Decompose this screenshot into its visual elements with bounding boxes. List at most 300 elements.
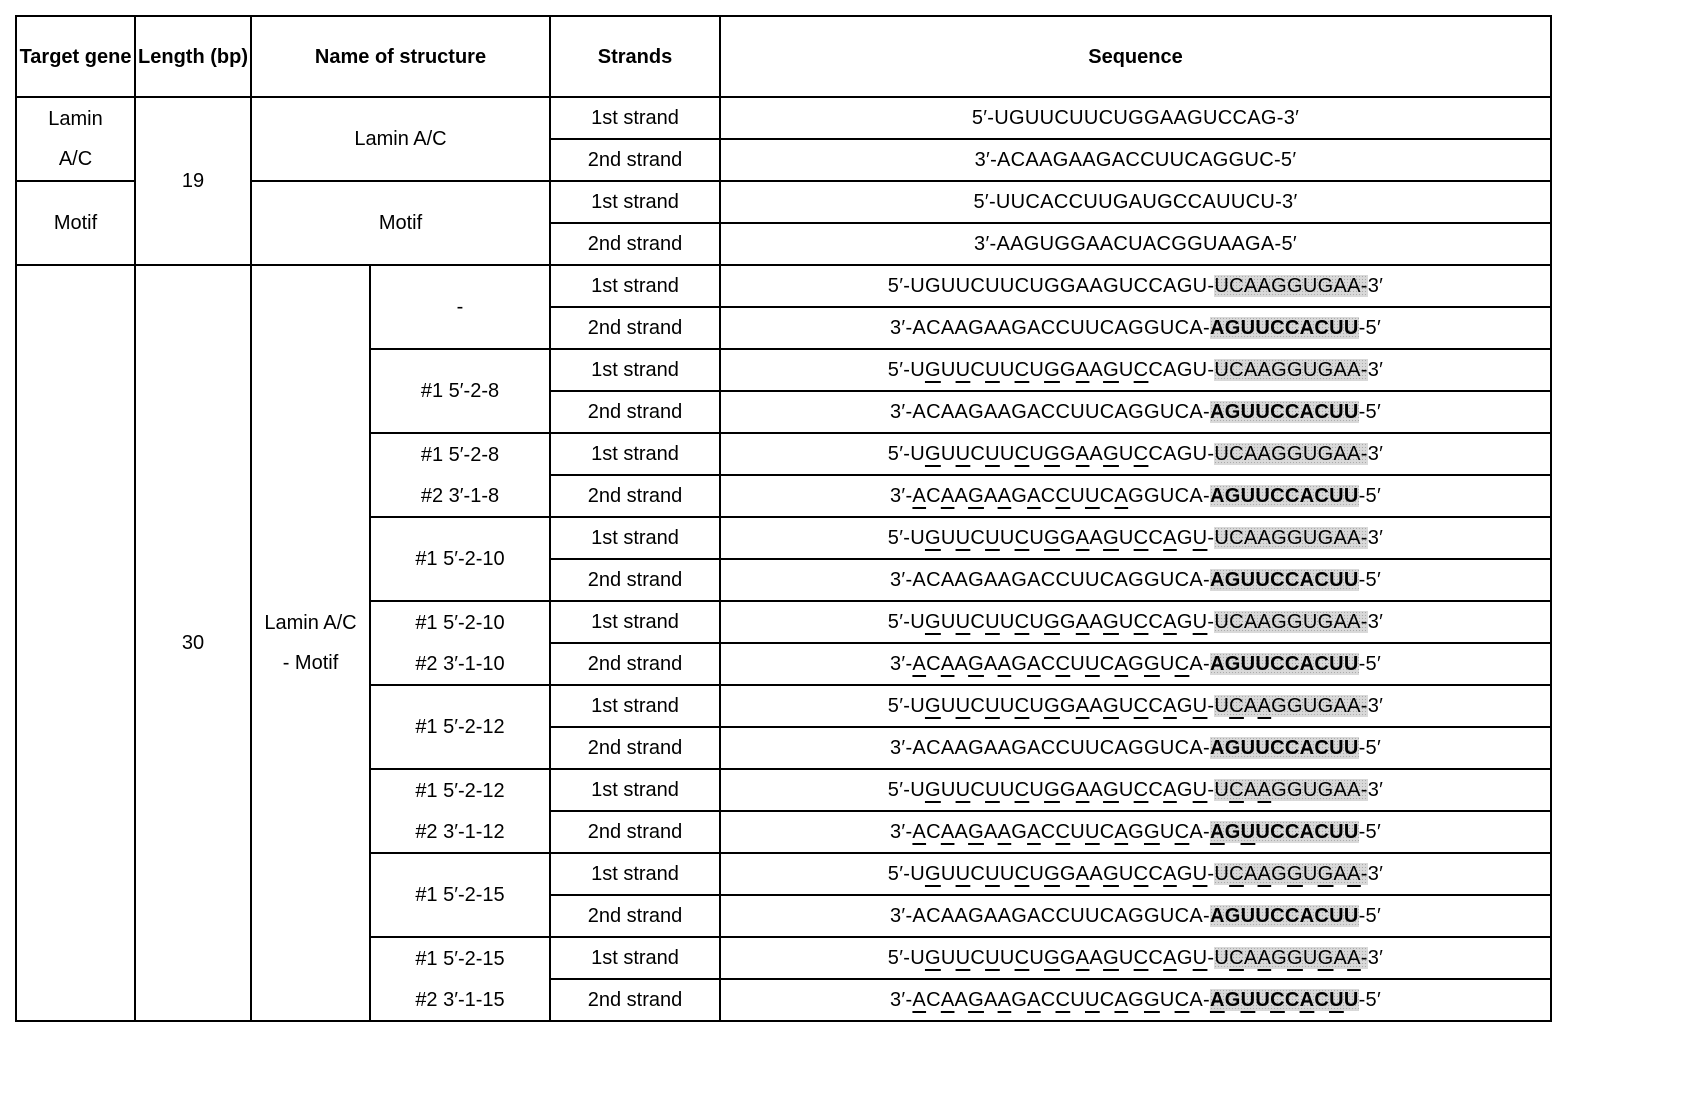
nucleotide: U [910, 527, 925, 549]
nucleotide: G [1103, 359, 1119, 381]
nucleotide: A [954, 821, 968, 843]
nucleotide: C [1157, 233, 1172, 255]
nucleotide: C [1270, 401, 1285, 423]
structure-name-cell: Lamin A/C - Motif [251, 265, 370, 1021]
nucleotide: G [1261, 107, 1277, 129]
sequence-end: 3′ [1368, 695, 1383, 717]
sequence-cell [720, 979, 1551, 1021]
nucleotide: A [1261, 233, 1275, 255]
nucleotide: G [1096, 149, 1112, 171]
nucleotide: U [1303, 527, 1318, 549]
nucleotide: U [1160, 317, 1175, 339]
nucleotide: C [1173, 191, 1188, 213]
nucleotide: A [1112, 149, 1126, 171]
nucleotide: G [1177, 275, 1193, 297]
nucleotide: C [970, 275, 985, 297]
sequence-linker: - [1203, 989, 1210, 1011]
nucleotide: G [1011, 989, 1027, 1011]
nucleotide: A [1334, 527, 1348, 549]
nucleotide: A [984, 317, 998, 339]
nucleotide: U [1303, 863, 1318, 885]
nucleotide: G [1271, 275, 1287, 297]
nucleotide: A [1027, 905, 1041, 927]
header-label: Length (bp) [138, 46, 248, 68]
nucleotide: U [941, 359, 956, 381]
nucleotide: A [1114, 569, 1128, 591]
sequence-linker: - [1361, 695, 1368, 717]
nucleotide: G [1287, 527, 1303, 549]
nucleotide: C [1134, 443, 1149, 465]
variant-name-cell: #1 5′-2-12 [370, 769, 550, 811]
nucleotide: C [1134, 779, 1149, 801]
nucleotide: A [1210, 653, 1225, 675]
nucleotide: G [1144, 317, 1160, 339]
nucleotide: G [1060, 863, 1076, 885]
nucleotide: C [1015, 359, 1030, 381]
nucleotide: G [1011, 317, 1027, 339]
nucleotide: C [1285, 485, 1300, 507]
sequence-end: 3′- [890, 821, 912, 843]
nucleotide: G [1009, 107, 1025, 129]
nucleotide: A [1027, 653, 1041, 675]
overhang-highlight [1214, 611, 1367, 633]
nucleotide: A [941, 905, 955, 927]
nucleotide: C [1134, 275, 1149, 297]
nucleotide: U [941, 863, 956, 885]
nucleotide: G [1271, 779, 1287, 801]
nucleotide: A [1189, 317, 1203, 339]
nucleotide: U [1303, 359, 1318, 381]
header-row [16, 16, 1551, 97]
nucleotide: G [968, 485, 984, 507]
sequence-linker: - [1203, 653, 1210, 675]
nucleotide: C [1314, 317, 1329, 339]
nucleotide: G [1287, 779, 1303, 801]
nucleotide: U [1025, 107, 1040, 129]
nucleotide: U [1193, 527, 1208, 549]
nucleotide: A [1189, 401, 1203, 423]
nucleotide: A [954, 317, 968, 339]
nucleotide: A [1076, 359, 1090, 381]
nucleotide: A [1244, 779, 1258, 801]
nucleotide: G [1287, 947, 1303, 969]
nucleotide: C [1270, 821, 1285, 843]
nucleotide: A [1089, 443, 1103, 465]
nucleotide: C [926, 485, 941, 507]
nucleotide: A [998, 485, 1012, 507]
nucleotide: U [1329, 317, 1344, 339]
nucleotide: C [1055, 905, 1070, 927]
nucleotide: G [1060, 779, 1076, 801]
nucleotide: U [1344, 569, 1359, 591]
nucleotide: U [985, 947, 1000, 969]
nucleotide: C [1148, 779, 1163, 801]
nucleotide: G [1245, 233, 1261, 255]
nucleotide: A [1163, 275, 1177, 297]
nucleotide: U [1029, 275, 1044, 297]
nucleotide: U [1070, 989, 1085, 1011]
nucleotide: A [1258, 359, 1272, 381]
nucleotide: U [1255, 401, 1270, 423]
variant-name-cell: #1 5′-2-12 [370, 685, 550, 769]
nucleotide: U [1000, 779, 1015, 801]
nucleotide: A [1163, 611, 1177, 633]
nucleotide: U [985, 443, 1000, 465]
nucleotide: A [1114, 485, 1128, 507]
nucleotide: G [925, 359, 941, 381]
nucleotide: U [1193, 443, 1208, 465]
nucleotide: A [912, 653, 926, 675]
strand-cell: 2nd strand [550, 223, 720, 265]
nucleotide: C [1184, 149, 1199, 171]
nucleotide: G [968, 317, 984, 339]
nucleotide: A [1300, 485, 1315, 507]
sequence-linker: - [1361, 947, 1368, 969]
nucleotide: A [1347, 527, 1361, 549]
nucleotide: C [1041, 905, 1056, 927]
sequence-cell [720, 601, 1551, 643]
sequence-end: -5′ [1359, 737, 1381, 759]
nucleotide: C [1175, 569, 1190, 591]
nucleotide: C [1055, 821, 1070, 843]
sequence-linker: - [1207, 695, 1214, 717]
nucleotide: G [1144, 485, 1160, 507]
nucleotide: C [1229, 527, 1244, 549]
nucleotide: C [1175, 653, 1190, 675]
nucleotide: U [941, 947, 956, 969]
nucleotide: C [1148, 527, 1163, 549]
nucleotide: U [1303, 443, 1318, 465]
nucleotide: U [1193, 779, 1208, 801]
nucleotide: A [1210, 737, 1225, 759]
nucleotide: U [985, 779, 1000, 801]
nucleotide: G [1011, 653, 1027, 675]
nucleotide: C [1270, 905, 1285, 927]
nucleotide: G [1318, 359, 1334, 381]
strand-cell: 2nd strand [550, 811, 720, 853]
nucleotide: G [1225, 401, 1241, 423]
nucleotide: A [1082, 149, 1096, 171]
sequence-linker: - [1203, 821, 1210, 843]
nucleotide: U [1160, 485, 1175, 507]
nucleotide: U [1303, 779, 1318, 801]
nucleotide: C [1054, 191, 1069, 213]
nucleotide: A [1027, 317, 1041, 339]
nucleotide: A [1218, 233, 1232, 255]
sequence-linker: - [1203, 569, 1210, 591]
nucleotide: C [1100, 737, 1115, 759]
nucleotide: C [1270, 569, 1285, 591]
strand-cell: 1st strand [550, 517, 720, 559]
nucleotide: A [954, 569, 968, 591]
nucleotide: A [1300, 401, 1315, 423]
nucleotide: C [1229, 611, 1244, 633]
sequence-end: 5′- [888, 359, 910, 381]
nucleotide: G [1318, 275, 1334, 297]
nucleotide: G [1060, 695, 1076, 717]
overhang-highlight [1210, 989, 1359, 1011]
nucleotide: C [1218, 107, 1233, 129]
nucleotide: U [1303, 947, 1318, 969]
nucleotide: U [910, 611, 925, 633]
variant-name-cell: #2 3′-1-12 [370, 811, 550, 853]
nucleotide: U [1119, 779, 1134, 801]
nucleotide: C [1148, 611, 1163, 633]
sequence-linker: - [1207, 359, 1214, 381]
overhang-highlight [1210, 401, 1359, 423]
nucleotide: U [1085, 653, 1100, 675]
sequence-core [910, 947, 1214, 969]
nucleotide: G [1287, 695, 1303, 717]
nucleotide: A [1258, 611, 1272, 633]
nucleotide: U [1214, 527, 1229, 549]
nucleotide: G [1128, 989, 1144, 1011]
nucleotide: G [925, 527, 941, 549]
nucleotide: U [1344, 737, 1359, 759]
sequence-end: 5′- [888, 443, 910, 465]
nucleotide: U [1231, 191, 1246, 213]
sequence-end: -5′ [1359, 905, 1381, 927]
nucleotide: G [1318, 863, 1334, 885]
nucleotide: A [1244, 275, 1258, 297]
nucleotide: A [941, 317, 955, 339]
nucleotide: G [1070, 233, 1086, 255]
nucleotide: A [1089, 527, 1103, 549]
nucleotide: U [1344, 653, 1359, 675]
nucleotide: G [1144, 737, 1160, 759]
sequence-end: -5′ [1275, 233, 1297, 255]
nucleotide: A [1210, 905, 1225, 927]
nucleotide: A [1334, 695, 1348, 717]
nucleotide: G [1144, 569, 1160, 591]
nucleotide: A [1258, 863, 1272, 885]
nucleotide: C [1285, 905, 1300, 927]
nucleotide: C [1055, 737, 1070, 759]
strand-cell: 1st strand [550, 769, 720, 811]
nucleotide: C [1100, 317, 1115, 339]
nucleotide: C [1134, 863, 1149, 885]
sequence-end: 3′- [890, 737, 912, 759]
nucleotide: G [1225, 653, 1241, 675]
nucleotide: G [1287, 275, 1303, 297]
nucleotide: A [1114, 653, 1128, 675]
variant-name-cell: #1 5′-2-15 [370, 853, 550, 937]
sequence-end: 3′- [890, 569, 912, 591]
nucleotide: G [968, 989, 984, 1011]
nucleotide: A [1076, 443, 1090, 465]
nucleotide: C [1285, 737, 1300, 759]
nucleotide: U [1085, 905, 1100, 927]
sequence-core [910, 527, 1214, 549]
nucleotide: A [1300, 821, 1315, 843]
nucleotide: U [1255, 653, 1270, 675]
nucleotide: U [1085, 821, 1100, 843]
sequence-linker: - [1207, 527, 1214, 549]
sequence-core [912, 653, 1210, 675]
nucleotide: A [941, 821, 955, 843]
nucleotide: G [968, 905, 984, 927]
nucleotide: A [998, 401, 1012, 423]
nucleotide: U [1255, 737, 1270, 759]
sequence-linker: - [1361, 359, 1368, 381]
sequence-end: 5′- [972, 107, 994, 129]
nucleotide: C [926, 905, 941, 927]
nucleotide: U [1241, 401, 1256, 423]
nucleotide: C [1314, 905, 1329, 927]
variant-name-cell: #1 5′-2-8 [370, 433, 550, 475]
sequence-cell [720, 937, 1551, 979]
nucleotide: G [1225, 737, 1241, 759]
nucleotide: G [1113, 191, 1129, 213]
nucleotide: A [1258, 443, 1272, 465]
nucleotide: A [1163, 947, 1177, 969]
header-label: Name of structure [315, 46, 486, 68]
nucleotide: U [1193, 863, 1208, 885]
nucleotide: G [968, 737, 984, 759]
nucleotide: C [1285, 989, 1300, 1011]
nucleotide: A [1114, 401, 1128, 423]
nucleotide: C [1175, 821, 1190, 843]
nucleotide: U [1029, 779, 1044, 801]
nucleotide: A [1244, 443, 1258, 465]
nucleotide: C [1055, 401, 1070, 423]
nucleotide: U [1241, 569, 1256, 591]
sirna-sequence-table [15, 15, 1552, 1022]
sequence-cell [720, 895, 1551, 937]
sequence-core [910, 611, 1214, 633]
nucleotide: U [1203, 107, 1218, 129]
nucleotide: A [1114, 989, 1128, 1011]
nucleotide: U [956, 695, 971, 717]
overhang-highlight [1210, 485, 1359, 507]
header-label: Sequence [1088, 46, 1182, 68]
sequence-end: 5′- [888, 863, 910, 885]
nucleotide: G [1177, 863, 1193, 885]
nucleotide: U [1193, 275, 1208, 297]
nucleotide: A [997, 149, 1011, 171]
nucleotide: U [985, 611, 1000, 633]
nucleotide: A [1027, 401, 1041, 423]
nucleotide: U [1128, 233, 1143, 255]
nucleotide: G [1103, 779, 1119, 801]
nucleotide: C [1100, 821, 1115, 843]
nucleotide: C [926, 653, 941, 675]
nucleotide: G [1225, 317, 1241, 339]
nucleotide: C [1041, 485, 1056, 507]
nucleotide: G [1103, 863, 1119, 885]
sequence-end: 5′- [888, 611, 910, 633]
nucleotide: G [1177, 947, 1193, 969]
nucleotide: A [1027, 821, 1041, 843]
nucleotide: C [1100, 569, 1115, 591]
nucleotide: A [1300, 317, 1315, 339]
nucleotide: C [1099, 107, 1114, 129]
sequence-core [994, 107, 1276, 129]
nucleotide: G [1060, 359, 1076, 381]
nucleotide: C [970, 947, 985, 969]
nucleotide: U [1000, 443, 1015, 465]
nucleotide: C [1314, 653, 1329, 675]
nucleotide: C [1270, 989, 1285, 1011]
sequence-core [910, 359, 1214, 381]
nucleotide: G [1060, 275, 1076, 297]
nucleotide: A [1210, 485, 1225, 507]
nucleotide: U [941, 527, 956, 549]
nucleotide: U [1160, 989, 1175, 1011]
nucleotide: U [1119, 947, 1134, 969]
sequence-core [912, 485, 1210, 507]
nucleotide: C [1229, 863, 1244, 885]
nucleotide: A [1114, 317, 1128, 339]
structure-name-cell: Motif [251, 181, 550, 265]
nucleotide: C [1055, 317, 1070, 339]
nucleotide: A [1086, 233, 1100, 255]
nucleotide: G [1318, 779, 1334, 801]
nucleotide: G [1187, 107, 1203, 129]
nucleotide: A [1244, 527, 1258, 549]
nucleotide: G [1271, 443, 1287, 465]
nucleotide: G [925, 443, 941, 465]
nucleotide: U [1160, 905, 1175, 927]
nucleotide: U [1344, 485, 1359, 507]
sequence-end: -3′ [1277, 107, 1299, 129]
nucleotide: C [970, 443, 985, 465]
nucleotide: C [1148, 275, 1163, 297]
nucleotide: A [1334, 443, 1348, 465]
nucleotide: G [1144, 905, 1160, 927]
table-body [16, 97, 1551, 1021]
nucleotide: C [1100, 989, 1115, 1011]
nucleotide: A [998, 653, 1012, 675]
nucleotide: C [1175, 485, 1190, 507]
sequence-linker: - [1203, 401, 1210, 423]
nucleotide: A [1199, 149, 1213, 171]
nucleotide: A [1334, 359, 1348, 381]
nucleotide: U [1119, 527, 1134, 549]
sequence-core [910, 695, 1214, 717]
nucleotide: C [1314, 485, 1329, 507]
nucleotide: U [1029, 359, 1044, 381]
nucleotide: A [1010, 233, 1024, 255]
nucleotide: G [1044, 947, 1060, 969]
variant-name-cell: #1 5′-2-10 [370, 517, 550, 601]
nucleotide: U [1029, 947, 1044, 969]
nucleotide: A [1027, 989, 1041, 1011]
nucleotide: A [1189, 569, 1203, 591]
nucleotide: G [1103, 695, 1119, 717]
nucleotide: A [1347, 779, 1361, 801]
nucleotide: U [1241, 905, 1256, 927]
nucleotide: U [985, 527, 1000, 549]
strand-cell: 1st strand [550, 601, 720, 643]
nucleotide: A [1334, 611, 1348, 633]
nucleotide: C [1015, 695, 1030, 717]
nucleotide: U [1070, 653, 1085, 675]
nucleotide: A [1163, 359, 1177, 381]
nucleotide: G [1011, 569, 1027, 591]
nucleotide: U [1029, 527, 1044, 549]
nucleotide: A [1334, 947, 1348, 969]
nucleotide: U [1000, 695, 1015, 717]
nucleotide: U [1029, 695, 1044, 717]
nucleotide: G [1128, 569, 1144, 591]
nucleotide: A [1069, 149, 1083, 171]
nucleotide: A [998, 317, 1012, 339]
nucleotide: U [1011, 191, 1026, 213]
sequence-cell [720, 265, 1551, 307]
sequence-cell [720, 391, 1551, 433]
sequence-end: 3′- [974, 233, 996, 255]
